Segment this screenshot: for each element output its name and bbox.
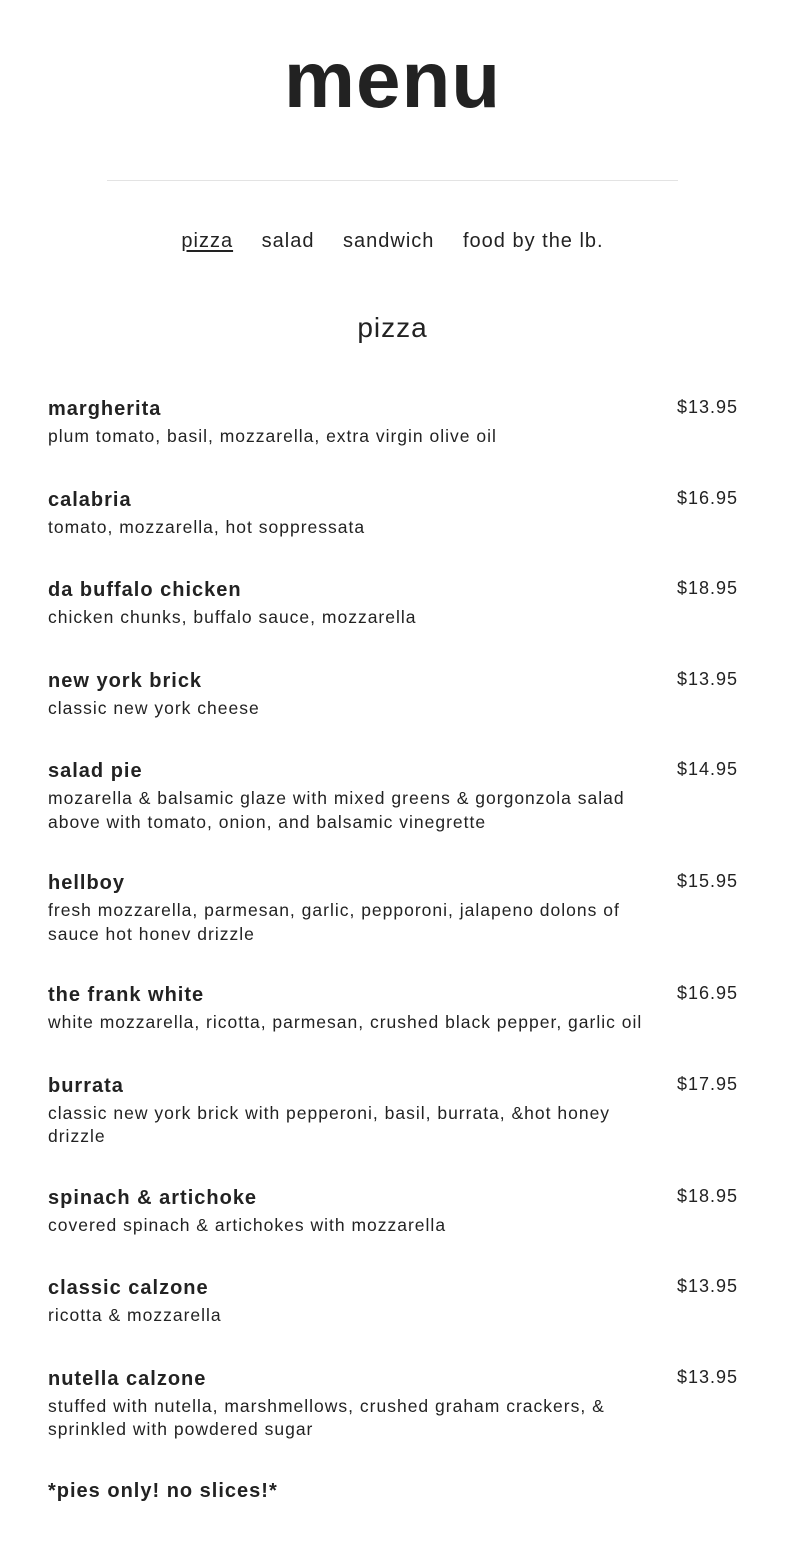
item-name: spinach & artichoke bbox=[48, 1186, 258, 1209]
menu-item bbox=[48, 758, 738, 834]
item-price: $16.95 bbox=[676, 487, 738, 508]
item-name: nutella calzone bbox=[48, 1367, 207, 1390]
menu-item bbox=[48, 487, 738, 540]
page-title: menu bbox=[283, 35, 502, 124]
item-description: stuffed with nutella, marshmellows, crushed graham crackers, & sprinkled with powdered sugar bbox=[48, 1395, 605, 1439]
tab-pizza[interactable]: pizza bbox=[181, 230, 234, 252]
item-name: new york brick bbox=[48, 669, 203, 692]
item-description: mozarella & balsamic glaze with mixed greens & gorgonzola salad above with tomato, onion, and balsamic vinegrette bbox=[48, 788, 625, 832]
section-title: pizza bbox=[357, 312, 428, 343]
item-name: da buffalo chicken bbox=[48, 579, 242, 601]
item-description: tomato, mozzarella, hot soppressata bbox=[48, 516, 366, 537]
category-tabs bbox=[0, 228, 785, 254]
menu-item bbox=[48, 668, 738, 721]
item-price: $14.95 bbox=[676, 759, 738, 779]
item-name: calabria bbox=[48, 488, 132, 511]
item-description: ricotta & mozzarella bbox=[48, 1305, 222, 1325]
item-price: $18.95 bbox=[676, 578, 738, 598]
item-price: $15.95 bbox=[676, 871, 738, 891]
item-price: $13.95 bbox=[676, 1276, 738, 1296]
item-description: classic new york brick with pepperoni, basil, burrata, &hot honey drizzle bbox=[48, 1102, 611, 1146]
menu-item bbox=[48, 1073, 738, 1149]
tab-food-by-the-lb[interactable]: food by the lb. bbox=[462, 230, 604, 252]
tab-salad[interactable]: salad bbox=[261, 230, 315, 252]
footer-note: *pies only! no slices!* bbox=[48, 1479, 278, 1502]
menu-item bbox=[48, 1275, 738, 1328]
item-price: $13.95 bbox=[676, 397, 738, 417]
item-price: $17.95 bbox=[676, 1073, 738, 1094]
item-name: margherita bbox=[48, 398, 162, 420]
menu-item bbox=[48, 982, 738, 1035]
header-divider bbox=[107, 180, 678, 181]
menu-items-list bbox=[48, 396, 738, 1504]
item-description: white mozzarella, ricotta, parmesan, crushed black pepper, garlic oil bbox=[48, 1012, 643, 1032]
menu-item bbox=[48, 870, 738, 946]
menu-item bbox=[48, 1366, 738, 1442]
menu-item bbox=[48, 577, 738, 630]
item-name: burrata bbox=[48, 1074, 124, 1097]
tab-sandwich[interactable]: sandwich bbox=[343, 230, 435, 252]
menu-item bbox=[48, 1185, 738, 1238]
item-price: $18.95 bbox=[676, 1185, 738, 1206]
item-name: classic calzone bbox=[48, 1277, 209, 1299]
item-price: $13.95 bbox=[676, 668, 738, 689]
item-description: covered spinach & artichokes with mozzarella bbox=[48, 1214, 447, 1235]
item-description: classic new york cheese bbox=[48, 697, 260, 718]
item-price: $13.95 bbox=[676, 1366, 738, 1387]
item-name: the frank white bbox=[48, 984, 205, 1006]
menu-item bbox=[48, 396, 738, 449]
item-description: plum tomato, basil, mozzarella, extra virgin olive oil bbox=[48, 426, 497, 446]
item-description: fresh mozzarella, parmesan, garlic, pepporoni, jalapeno dolons of sauce hot honev drizzle bbox=[48, 900, 620, 944]
item-price: $16.95 bbox=[676, 983, 738, 1003]
item-name: salad pie bbox=[48, 760, 143, 782]
item-name: hellboy bbox=[48, 872, 126, 894]
item-description: chicken chunks, buffalo sauce, mozzarella bbox=[48, 607, 417, 627]
